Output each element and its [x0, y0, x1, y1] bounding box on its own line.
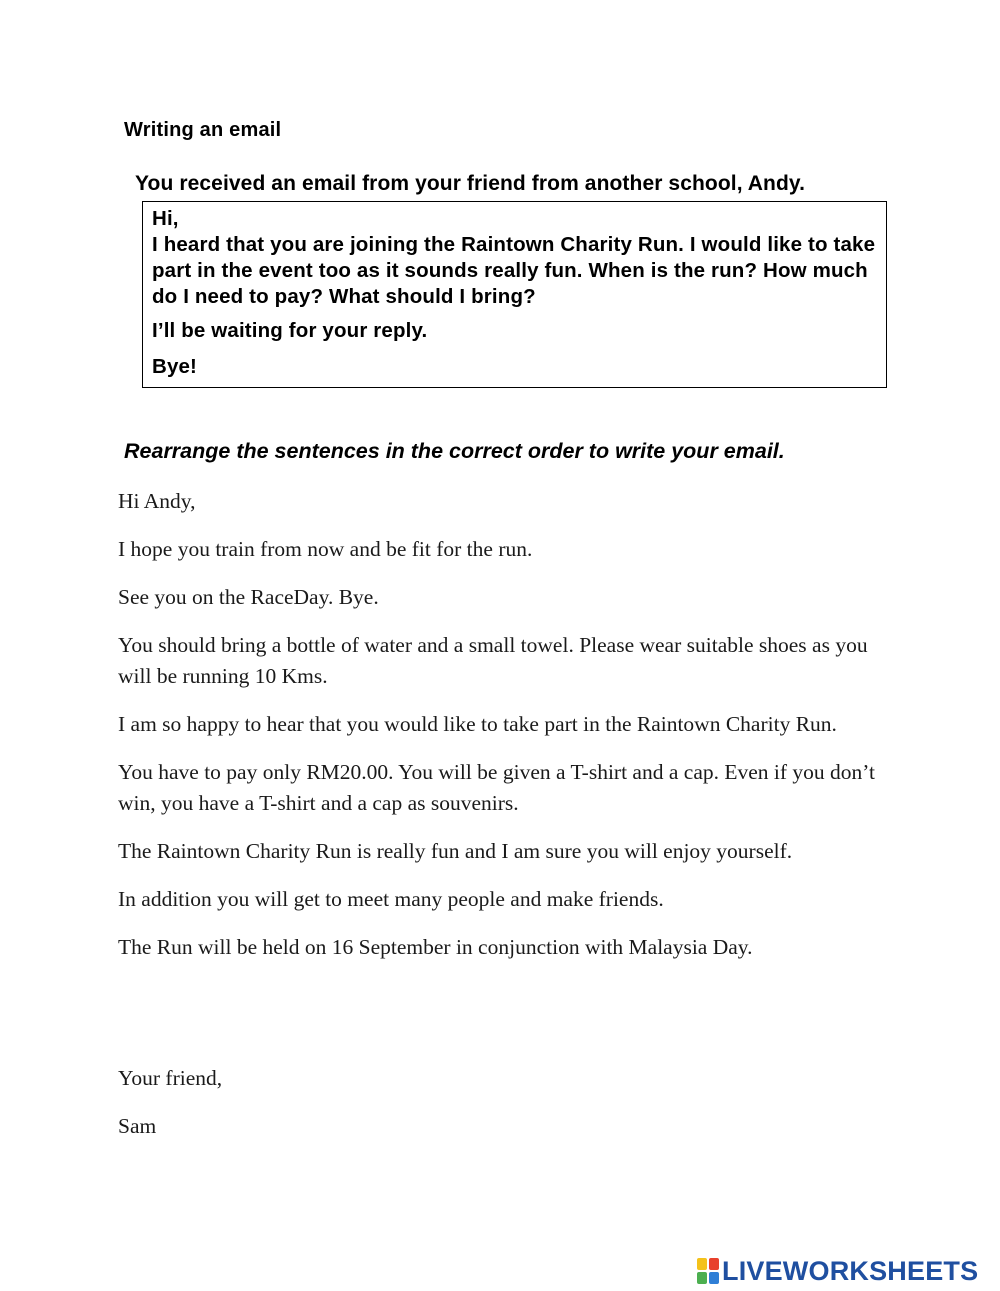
sentence-item[interactable]: I am so happy to hear that you would like to take part in the Raintown Charity Run.	[118, 712, 837, 736]
logo-mark-tile	[709, 1258, 719, 1270]
received-email-body: I heard that you are joining the Raintown Charity Run. I would like to take part in the event too as it sounds really fun. When is the run? How much do I need to pay? What should I bring?	[152, 233, 876, 308]
logo-mark-tile	[697, 1258, 707, 1270]
received-email-box	[142, 201, 887, 388]
reply-greeting: Hi Andy,	[118, 489, 196, 513]
liveworksheets-logo	[697, 1257, 978, 1285]
logo-mark-tile	[697, 1272, 707, 1284]
reply-sentence-list	[118, 486, 888, 980]
sentence-item[interactable]: The Run will be held on 16 September in conjunction with Malaysia Day.	[118, 935, 753, 959]
reply-closing: Your friend,	[118, 1066, 223, 1090]
received-email-greeting: Hi,	[152, 207, 179, 230]
received-email-waiting: I’ll be waiting for your reply.	[152, 319, 428, 342]
sentence-item[interactable]: You have to pay only RM20.00. You will be given a T-shirt and a cap. Even if you don’t win, you have a T-shirt and a cap as souvenirs.	[118, 760, 876, 815]
received-email-signoff: Bye!	[152, 355, 198, 378]
sentence-item[interactable]: The Raintown Charity Run is really fun and I am sure you will enjoy yourself.	[118, 839, 793, 863]
logo-mark-tile	[709, 1272, 719, 1284]
sentence-item[interactable]: I hope you train from now and be fit for the run.	[118, 537, 533, 561]
reply-signature: Sam	[118, 1114, 157, 1138]
worksheet-heading: Writing an email	[124, 119, 282, 141]
sentence-item[interactable]: You should bring a bottle of water and a small towel. Please wear suitable shoes as you will be running 10 Kms.	[118, 633, 868, 688]
sentence-item[interactable]: See you on the RaceDay. Bye.	[118, 585, 379, 609]
sentence-item[interactable]: In addition you will get to meet many people and make friends.	[118, 887, 664, 911]
instruction-text: Rearrange the sentences in the correct order to write your email.	[124, 439, 785, 463]
logo-wordmark: LIVEWORKSHEETS	[722, 1255, 979, 1286]
task-intro: You received an email from your friend from another school, Andy.	[135, 172, 806, 195]
logo-mark-icon	[697, 1258, 719, 1284]
